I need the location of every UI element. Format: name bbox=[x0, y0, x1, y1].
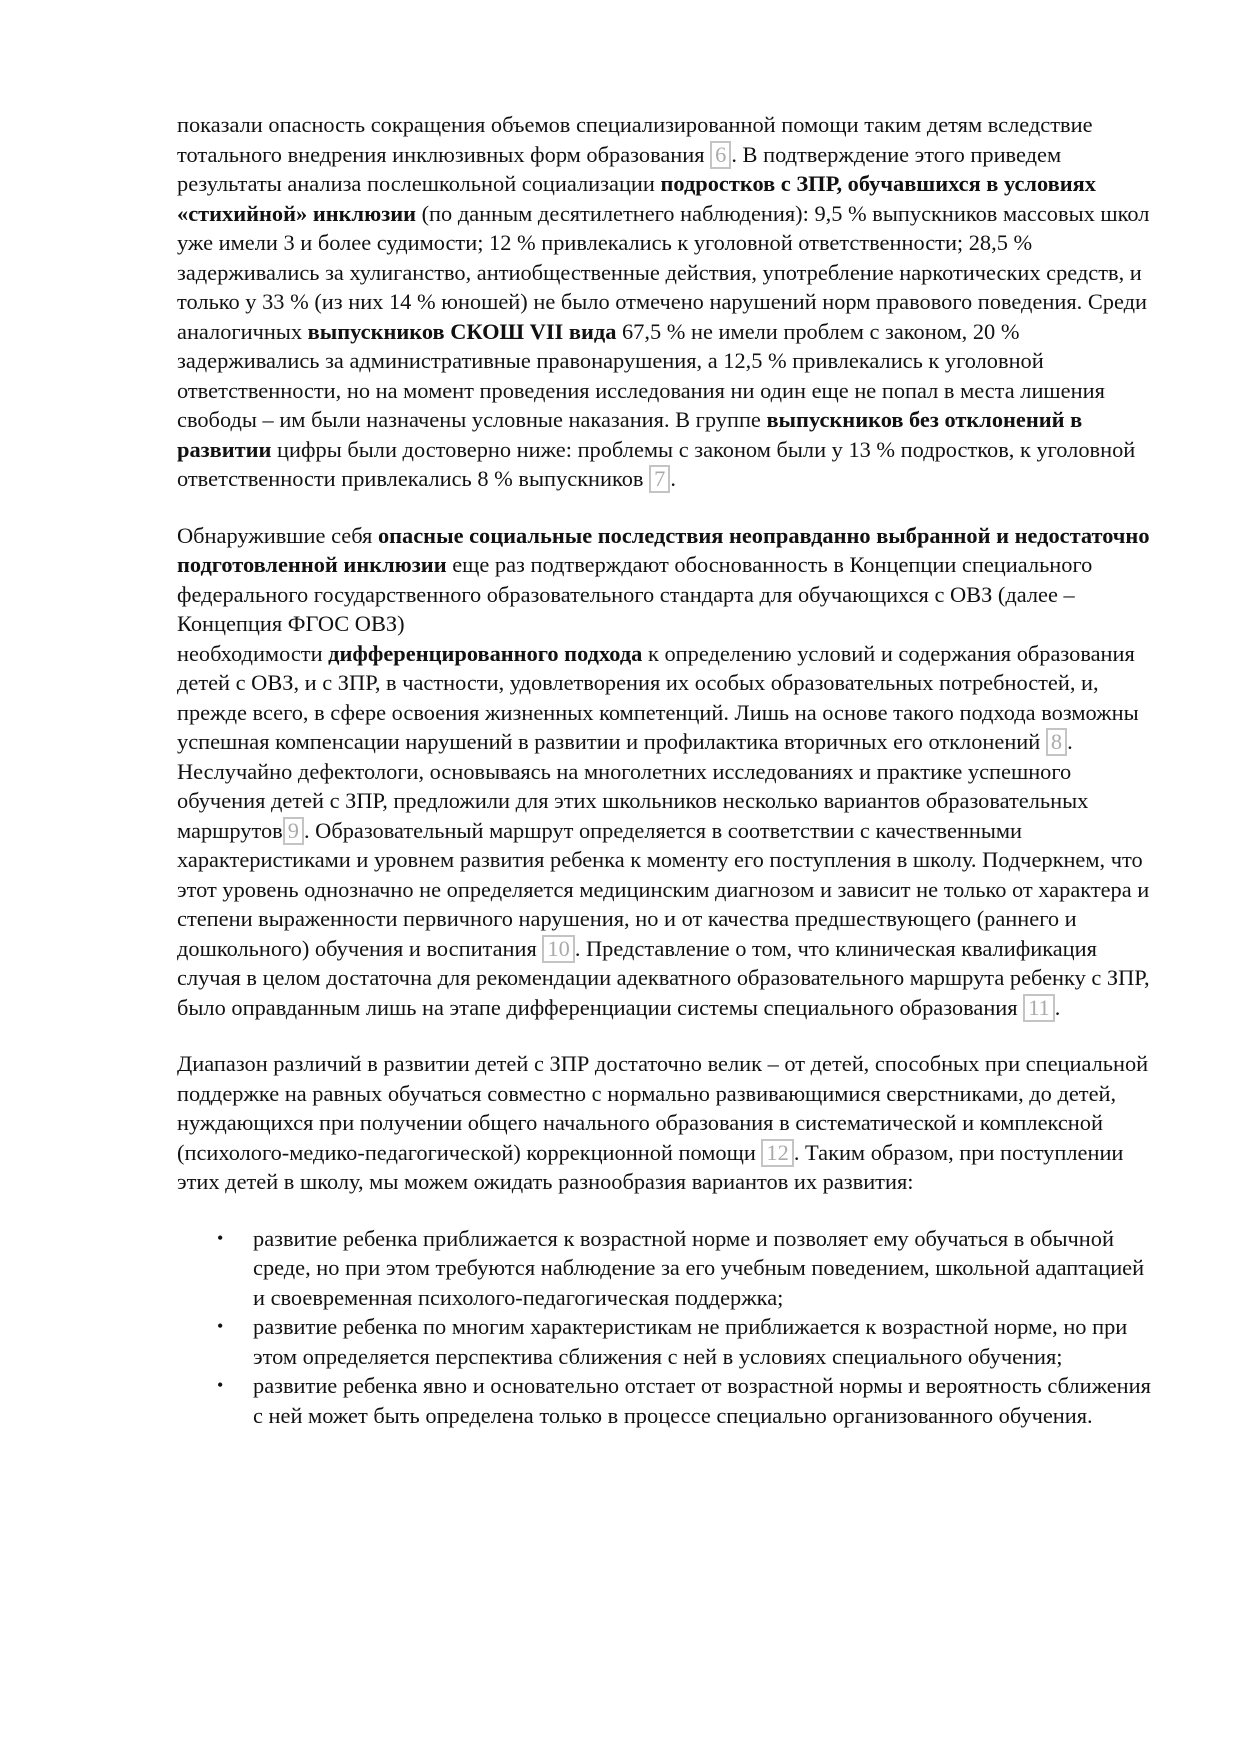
text: . Таким образом, при поступлении этих детей в школу, мы можем ожидать разнообразия вариантов их развития: bbox=[177, 1139, 1124, 1194]
text: . bbox=[670, 466, 676, 491]
bold-text: опасные социальные последствия неоправданно выбранной и недостаточно подготовленной инклюзии bbox=[177, 522, 1150, 577]
reference-link-11[interactable]: 11 bbox=[1023, 994, 1055, 1022]
reference-link-9[interactable]: 9 bbox=[283, 817, 304, 845]
text: еще раз подтверждают обоснованность в Концепции специального федерального государственного образовательного стандарта для обучающихся с ОВЗ (далее – Концепция ФГОС ОВЗ) bbox=[177, 552, 1093, 636]
text: . Неслучайно дефектологи, основываясь на многолетних исследованиях и практике успешного обучения детей с ЗПР, предложили для этих школьников несколько вариантов образовательных маршрутов bbox=[177, 729, 1089, 843]
text: показали опасность сокращения объемов специализированной помощи таким детям вследствие тотального внедрения инклюзивных форм образования bbox=[177, 112, 1093, 167]
text: 67,5 % не имели проблем с законом, 20 % задерживались за административные правонарушения, а 12,5 % привлекались к уголовной ответственности, но на момент проведения исследования ни один еще не попал в места лишения свободы – им были назначены условные наказания. В группе bbox=[177, 318, 1105, 432]
reference-link-10[interactable]: 10 bbox=[542, 935, 574, 963]
bullet-list bbox=[177, 1224, 1160, 1431]
text: цифры были достоверно ниже: проблемы с законом были у 13 % подростков, к уголовной ответственности привлекались 8 % выпускников bbox=[177, 436, 1136, 491]
paragraph-1 bbox=[177, 110, 1160, 494]
bold-text: выпускников СКОШ VII вида bbox=[307, 318, 617, 344]
list-item: • развитие ребенка по многим характеристикам не приближается к возрастной норме, но при этом определяется перспектива сближения с ней в условиях специального обучения; bbox=[253, 1312, 1160, 1371]
text: . bbox=[1054, 994, 1061, 1020]
reference-link-12[interactable]: 12 bbox=[761, 1139, 793, 1167]
text: (по данным десятилетнего наблюдения): 9,5 % выпускников массовых школ уже имели 3 и более судимости; 12 % привлекались к уголовной ответственности; 28,5 % задерживались за хулиганство, антиобщественные действия, употребление наркотических средств, и только у 33 % (из них 14 % юношей) не было отмечено нарушений норм правового поведения. Среди аналогичных bbox=[177, 200, 1150, 344]
bold-text: подростков с ЗПР, обучавшихся в условиях «стихийной» инклюзии bbox=[177, 171, 1096, 226]
text: . Образовательный маршрут определяется в соответствии с качественными характеристиками и уровнем развития ребенка к моменту его поступления в школу. Подчеркнем, что этот уровень однозначно не определяется медицинским диагнозом и зависит не только от характера и степени выраженности первичного нарушения, но и от качества предшествующего (раннего и дошкольного) обучения и воспитания bbox=[177, 817, 1150, 961]
reference-link-6[interactable]: 6 bbox=[710, 141, 731, 169]
list-item: • развитие ребенка приближается к возрастной норме и позволяет ему обучаться в обычной среде, но при этом требуются наблюдение за его учебным поведением, школьной адаптацией и своевременная психолого-педагогическая поддержка; bbox=[253, 1224, 1160, 1313]
list-item: • развитие ребенка явно и основательно отстает от возрастной нормы и вероятность сближения с ней может быть определена только в процессе специально организованного обучения. bbox=[253, 1371, 1160, 1430]
paragraph-2 bbox=[177, 521, 1160, 1023]
text: Диапазон различий в развитии детей с ЗПР достаточно велик – от детей, способных при специальной поддержке на равных обучаться совместно с нормально развивающимися сверстниками, до детей, нуждающихся при получении общего начального образования в систематической и комплексной (психолого-медико-педагогической) коррекционной помощи bbox=[177, 1051, 1149, 1165]
text: к определению условий и содержания образования детей с ОВЗ, и с ЗПР, в частности, удовлетворения их особых образовательных потребностей, и, прежде всего, в сфере освоения жизненных компетенций. Лишь на основе такого подхода возможны успешная компенсации нарушений в развитии и профилактика вторичных его отклонений bbox=[177, 640, 1139, 754]
paragraph-3 bbox=[177, 1049, 1160, 1197]
text: необходимости bbox=[177, 640, 329, 666]
text: . Представление о том, что клиническая квалификация случая в целом достаточна для рекомендации адекватного образовательного маршрута ребенку с ЗПР, было оправданным лишь на этапе дифференциации системы специального образования bbox=[177, 935, 1150, 1020]
reference-link-7[interactable]: 7 bbox=[649, 465, 670, 493]
text: Обнаружившие себя bbox=[177, 522, 378, 548]
text: . В подтверждение этого приведем результаты анализа послешкольной социализации bbox=[177, 141, 1062, 196]
bold-text: выпускников без отклонений в развитии bbox=[177, 407, 1083, 462]
reference-link-8[interactable]: 8 bbox=[1046, 728, 1067, 756]
bold-text: дифференцированного подхода bbox=[328, 640, 643, 666]
